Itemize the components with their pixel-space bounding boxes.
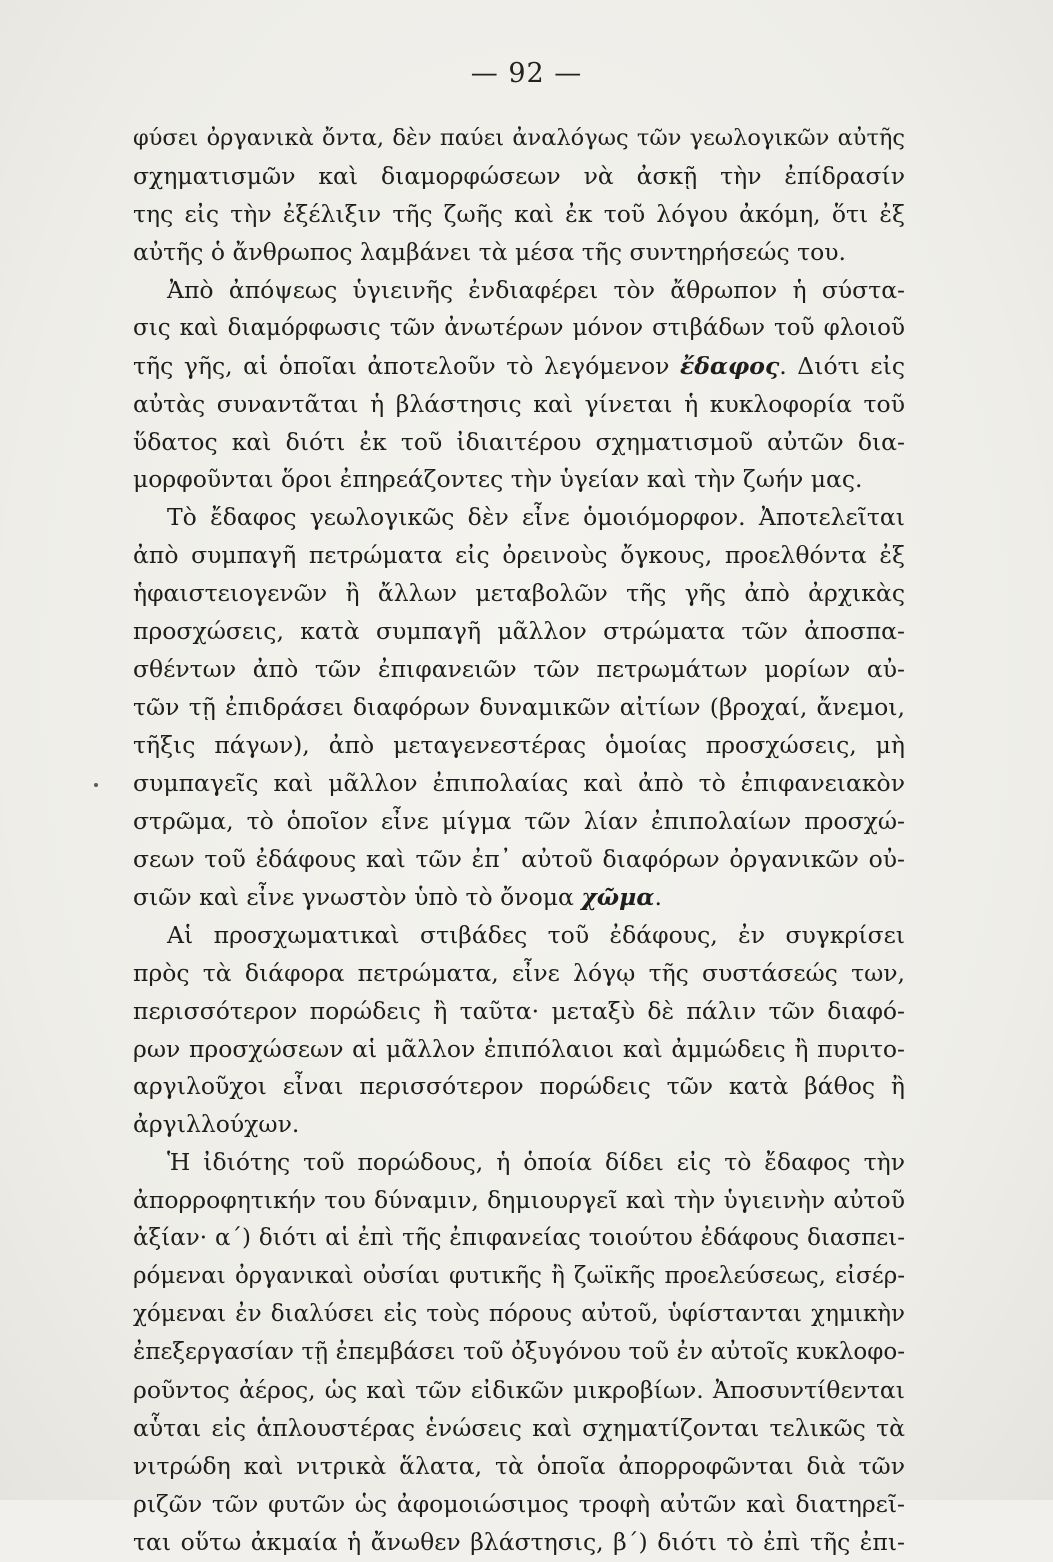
text-line: αὐτὰς συναντᾶται ἡ βλάστησις καὶ γίνεται ἡ κυκλοφορία τοῦ [133, 389, 905, 418]
text-line: της εἰς τὴν ἐξέλιξιν τῆς ζωῆς καὶ ἐκ τοῦ λόγου ἀκόμη, ὅτι ἐξ [133, 199, 905, 228]
body-text [133, 120, 905, 1562]
text-line: ρων προσχώσεων αἱ μᾶλλον ἐπιπόλαιοι καὶ ἀμμώδεις ἢ πυριτο- [133, 1034, 905, 1063]
text-segment: τῆς γῆς, αἱ ὁποῖαι ἀποτελοῦν τὸ λεγόμενον [133, 351, 680, 380]
text-line: περισσότερον πορώδεις ἢ ταῦτα· μεταξὺ δὲ πάλιν τῶν διαφό- [133, 996, 905, 1025]
text-line: ὕδατος καὶ διότι ἐκ τοῦ ἰδιαιτέρου σχηματισμοῦ αὐτῶν δια- [133, 427, 905, 456]
text-line: χόμεναι ἐν διαλύσει εἰς τοὺς πόρους αὐτοῦ, ὑφίστανται χημικὴν [133, 1301, 905, 1328]
text-line: αργιλοῦχοι εἶναι περισσότερον πορώδεις τῶν κατὰ βάθος ἢ [133, 1072, 905, 1101]
text-line: σεων τοῦ ἐδάφους καὶ τῶν ἐπ᾽ αὐτοῦ διαφόρων ὀργανικῶν οὐ- [133, 844, 905, 873]
text-line: στρῶμα, τὸ ὁποῖον εἶνε μίγμα τῶν λίαν ἐπιπολαίων προσχώ- [133, 806, 905, 835]
paragraph-start-line: Ἡ ἰδιότης τοῦ πορώδους, ἡ ὁποία δίδει εἰς τὸ ἔδαφος τὴν [167, 1148, 905, 1177]
page-number: — 92 — [470, 58, 583, 89]
text-line: τῆξις πάγων), ἀπὸ μεταγενεστέρας ὁμοίας προσχώσεις, μὴ [133, 731, 905, 759]
text-line: νιτρώδη καὶ νιτρικὰ ἅλατα, τὰ ὁποῖα ἀπορροφῶνται διὰ τῶν [133, 1451, 905, 1480]
text-line: μορφοῦνται ὅροι ἐπηρεάζοντες τὴν ὑγείαν καὶ τὴν ζωήν μας. [133, 465, 863, 494]
text-line: προσχώσεις, κατὰ συμπαγῆ μᾶλλον στρώματα τῶν ἀποσπα- [133, 617, 905, 646]
term-edafos: ἔδαφος [679, 351, 780, 380]
ink-speck [94, 783, 98, 787]
text-line: αὗται εἰς ἁπλουστέρας ἑνώσεις καὶ σχηματίζονται τελικῶς τὰ [133, 1413, 905, 1442]
text-line: ἀργιλλούχων. [133, 1110, 300, 1139]
text-line: σθέντων ἀπὸ τῶν ἐπιφανειῶν τῶν πετρωμάτων μορίων αὐ- [133, 655, 905, 684]
text-line: ἀπὸ συμπαγῆ πετρώματα εἰς ὀρεινοὺς ὄγκους, προελθόντα ἐξ [133, 541, 905, 570]
text-line: ἀξίαν· α΄) διότι αἱ ἐπὶ τῆς ἐπιφανείας τοιούτου ἐδάφους διασπει- [133, 1225, 905, 1252]
text-line: ροῦντος ἀέρος, ὡς καὶ τῶν εἰδικῶν μικροβίων. Ἀποσυντίθενται [133, 1375, 905, 1404]
text-line: αὐτῆς ὁ ἄνθρωπος λαμβάνει τὰ μέσα τῆς συντηρήσεώς του. [133, 237, 847, 266]
text-line: σχηματισμῶν καὶ διαμορφώσεων νὰ ἀσκῇ τὴν ἐπίδρασίν [133, 161, 905, 190]
text-line: συμπαγεῖς καὶ μᾶλλον ἐπιπολαίας καὶ ἀπὸ τὸ ἐπιφανειακὸν [133, 768, 905, 797]
text-line-with-term [133, 348, 905, 386]
text-line: ἀπορροφητικήν του δύναμιν, δημιουργεῖ καὶ τὴν ὑγιεινὴν αὐτοῦ [133, 1186, 905, 1215]
text-line: ριζῶν τῶν φυτῶν ὡς ἀφομοιώσιμος τροφὴ αὐτῶν καὶ διατηρεῖ- [133, 1489, 905, 1518]
text-line-with-term [133, 879, 905, 917]
text-line: ρόμεναι ὀργανικαὶ οὐσίαι φυτικῆς ἢ ζωϊκῆς προελεύσεως, εἰσέρ- [133, 1263, 905, 1290]
text-segment: σιῶν καὶ εἶνε γνωστὸν ὑπὸ τὸ ὄνομα [133, 882, 582, 911]
text-line: ἡφαιστειογενῶν ἢ ἄλλων μεταβολῶν τῆς γῆς ἀπὸ ἀρχικὰς [133, 579, 905, 608]
text-line: πρὸς τὰ διάφορα πετρώματα, εἶνε λόγῳ τῆς συστάσεώς των, [133, 958, 905, 987]
text-line: σις καὶ διαμόρφωσις τῶν ἀνωτέρων μόνον στιβάδων τοῦ φλοιοῦ [133, 314, 905, 341]
text-line: τῶν τῇ ἐπιδράσει διαφόρων δυναμικῶν αἰτίων (βροχαί, ἄνεμοι, [133, 693, 905, 722]
text-line: ἐπεξεργασίαν τῇ ἐπεμβάσει τοῦ ὀξυγόνου τοῦ ἐν αὐτοῖς κυκλοφο- [133, 1339, 905, 1365]
paragraph-start-line: Ἀπὸ ἀπόψεως ὑγιεινῆς ἐνδιαφέρει τὸν ἄθρωπον ἡ σύστα- [167, 275, 905, 304]
text-line: φύσει ὀργανικὰ ὄντα, δὲν παύει ἀναλόγως τῶν γεωλογικῶν αὐτῆς [133, 125, 905, 151]
paragraph-start-line: Τὸ ἔδαφος γεωλογικῶς δὲν εἶνε ὁμοιόμορφον. Ἀποτελεῖται [167, 503, 905, 532]
text-segment: . Διότι εἰς [779, 351, 905, 380]
paragraph-start-line: Αἱ προσχωματικαὶ στιβάδες τοῦ ἐδάφους, ἐν συγκρίσει [167, 920, 905, 949]
text-line: ται οὕτω ἀκμαία ἡ ἄνωθεν βλάστησις, β΄) διότι τὸ ἐπὶ τῆς ἐπι- [133, 1527, 905, 1556]
term-xoma: χῶμα [581, 882, 655, 911]
text-segment: . [654, 882, 662, 911]
